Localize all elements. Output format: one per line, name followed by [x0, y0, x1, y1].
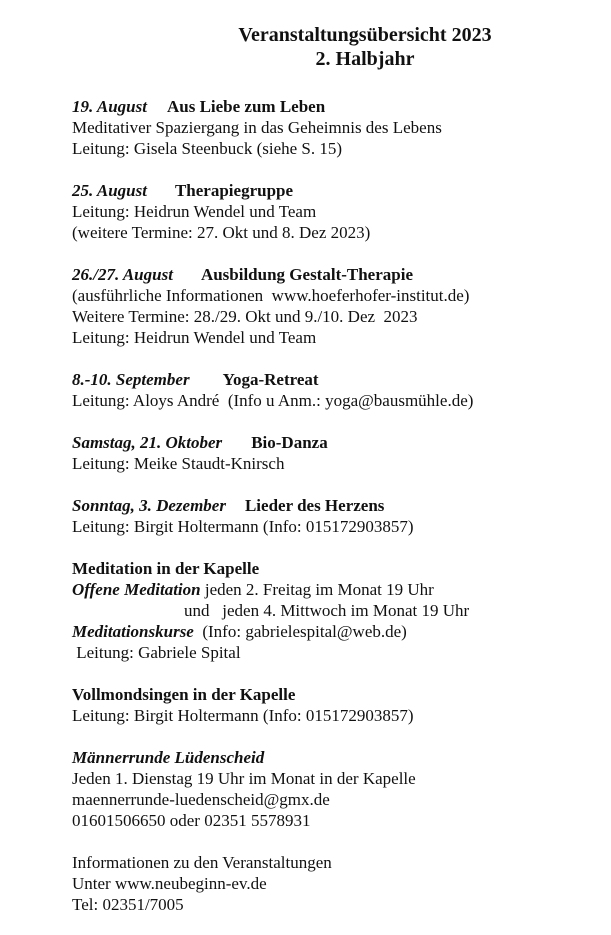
- event-heading-2: [72, 180, 293, 201]
- event-title: Therapiegruppe: [174, 181, 294, 200]
- event-detail: Meditativer Spaziergang in das Geheimnis des Lebens: [72, 118, 442, 137]
- event-title: Yoga-Retreat: [222, 370, 319, 389]
- page-subtitle: 2. Halbjahr: [315, 48, 415, 70]
- page-title: Veranstaltungsübersicht 2023: [238, 24, 492, 46]
- meditation-kurse: [72, 621, 407, 642]
- event-detail: Leitung: Aloys André (Info u Anm.: yoga@bausmühle.de): [72, 391, 474, 410]
- event-detail: Leitung: Heidrun Wendel und Team: [72, 328, 317, 347]
- vollmond-heading: Vollmondsingen in der Kapelle: [72, 685, 296, 704]
- event-heading-1: [72, 96, 325, 117]
- event-detail: Leitung: Gisela Steenbuck (siehe S. 15): [72, 139, 343, 158]
- event-detail: Leitung: Heidrun Wendel und Team: [72, 202, 317, 221]
- event-detail: Weitere Termine: 28./29. Okt und 9./10. Dez 2023: [72, 307, 418, 326]
- event-heading-4: [72, 369, 319, 390]
- event-title: Lieder des Herzens: [244, 496, 385, 515]
- meditation-kurse-label: Meditationskurse: [72, 622, 194, 641]
- meditation-heading: Meditation in der Kapelle: [72, 559, 260, 578]
- event-date: 26./27. August: [72, 265, 173, 284]
- event-title: Ausbildung Gestalt-Therapie: [200, 265, 413, 284]
- meditation-leitung: Leitung: Gabriele Spital: [72, 643, 241, 662]
- event-heading-3: [72, 264, 413, 285]
- maennerrunde-email: maennerrunde-luedenscheid@gmx.de: [72, 790, 330, 809]
- event-title: Bio-Danza: [251, 433, 328, 452]
- event-title: Aus Liebe zum Leben: [166, 97, 326, 116]
- maennerrunde-phone: 01601506650 oder 02351 5578931: [72, 811, 311, 830]
- info-website: Unter www.neubeginn-ev.de: [72, 874, 267, 893]
- meditation-offene-text: jeden 2. Freitag im Monat 19 Uhr: [200, 580, 434, 599]
- event-detail: Leitung: Birgit Holtermann (Info: 015172903857): [72, 517, 414, 536]
- maennerrunde-line: Jeden 1. Dienstag 19 Uhr im Monat in der Kapelle: [72, 769, 416, 788]
- vollmond-leitung: Leitung: Birgit Holtermann (Info: 015172903857): [72, 706, 414, 725]
- event-heading-5: [72, 432, 328, 453]
- event-detail: (ausführliche Informationen www.hoeferhofer-institut.de): [72, 286, 470, 305]
- meditation-und-line: und jeden 4. Mittwoch im Monat 19 Uhr: [184, 601, 470, 620]
- event-date: 19. August: [72, 97, 147, 116]
- meditation-offene: [72, 579, 434, 600]
- event-date: Sonntag, 3. Dezember: [72, 496, 226, 515]
- info-phone: Tel: 02351/7005: [72, 895, 184, 914]
- event-detail: Leitung: Meike Staudt-Knirsch: [72, 454, 285, 473]
- meditation-kurse-text: (Info: gabrielespital@web.de): [193, 622, 407, 641]
- event-heading-6: [72, 495, 384, 516]
- info-line: Informationen zu den Veranstaltungen: [72, 853, 332, 872]
- event-detail: (weitere Termine: 27. Okt und 8. Dez 2023): [72, 223, 371, 242]
- event-date: 8.-10. September: [72, 370, 190, 389]
- event-date: 25. August: [72, 181, 147, 200]
- event-date: Samstag, 21. Oktober: [72, 433, 223, 452]
- meditation-offene-label: Offene Meditation: [72, 580, 201, 599]
- maennerrunde-heading: Männerrunde Lüdenscheid: [72, 748, 265, 767]
